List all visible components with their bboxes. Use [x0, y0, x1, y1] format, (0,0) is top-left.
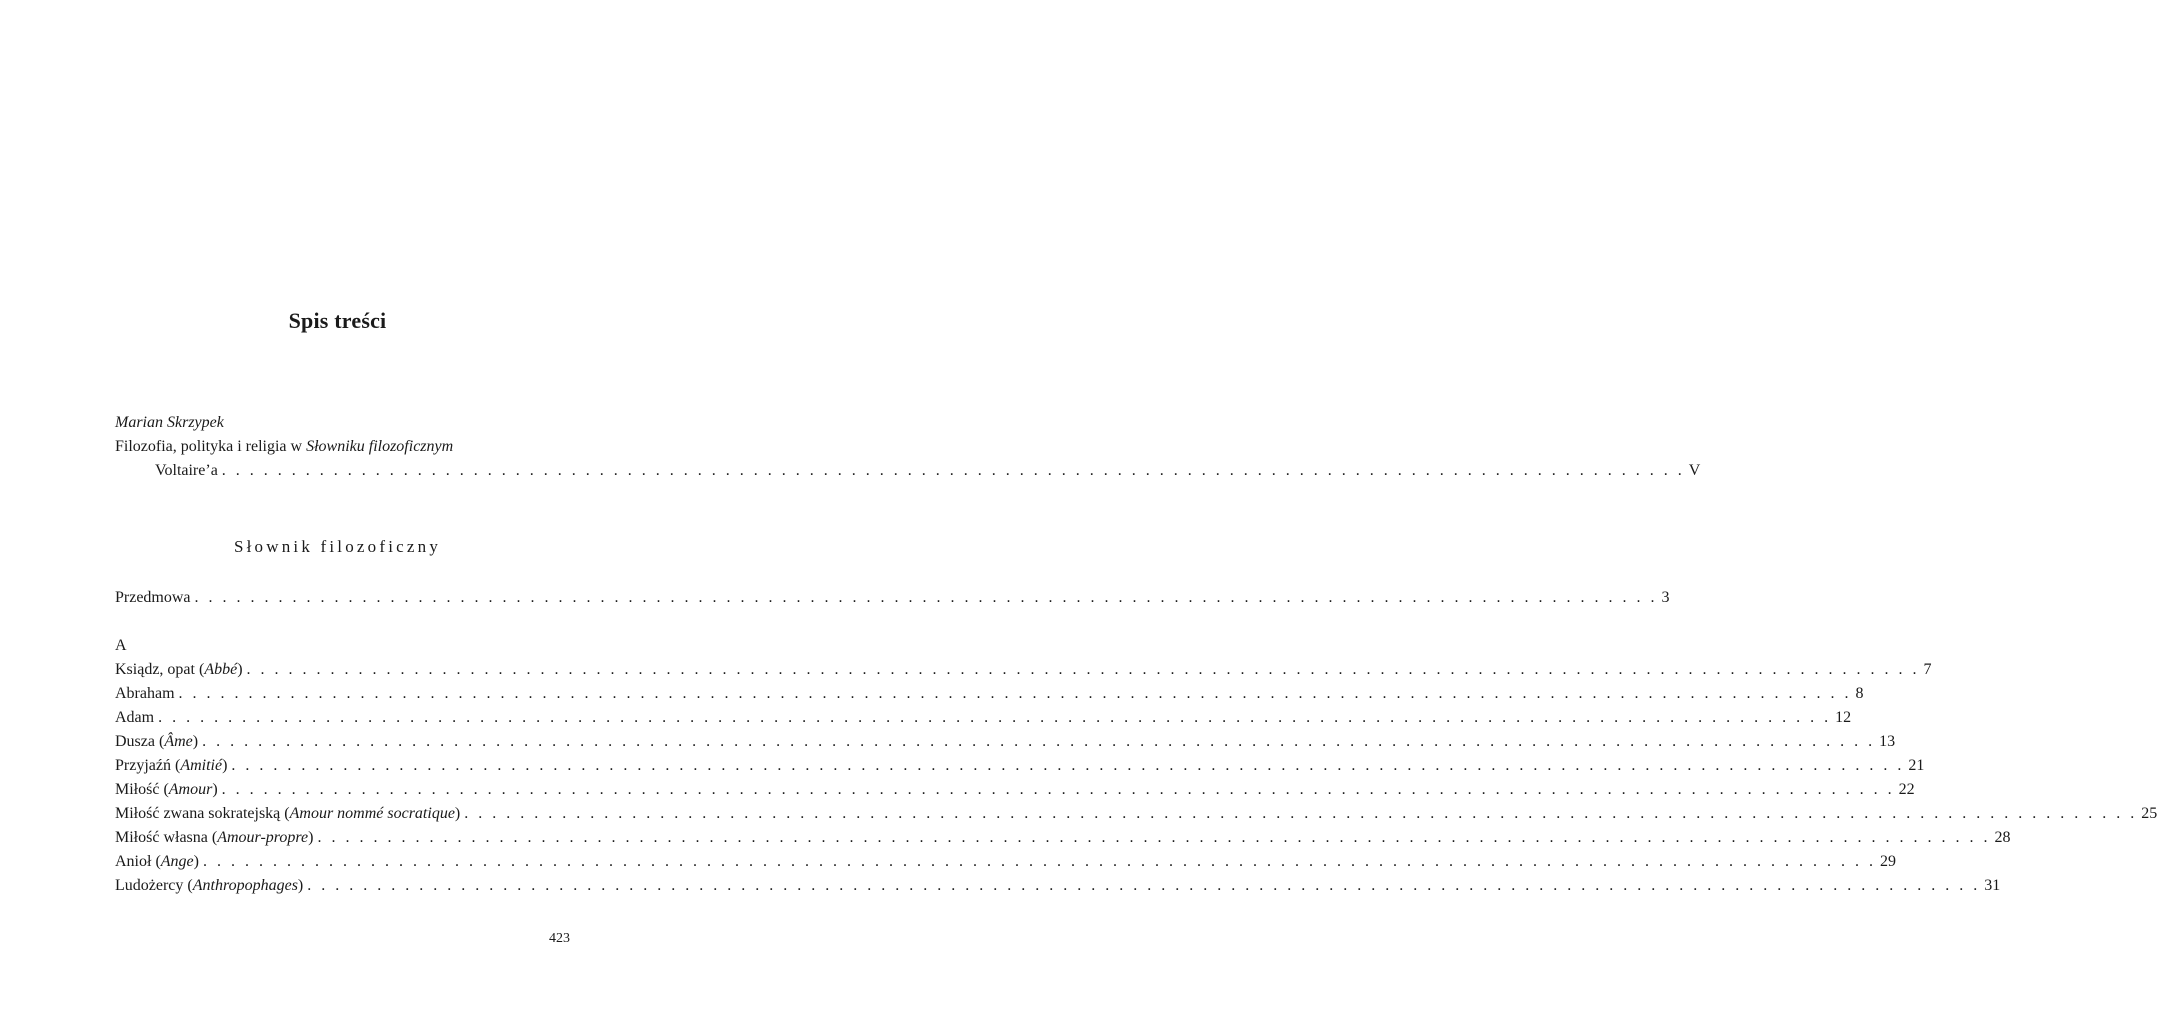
dot-leader: . . . . . . . . . . . . . . . . . . . . . . . . . . . . . . . . . . . . . . . . . . . . . . . . . . . . . . . . . . . . . . . . . . . . . . . . . . . . . . . . . . . . . . . . . . . . . . . . . . . . . . . . . . . . . . . . . . . . . . . .	[317, 829, 1991, 846]
page-number: 423	[549, 931, 570, 946]
dot-leader: . . . . . . . . . . . . . . . . . . . . . . . . . . . . . . . . . . . . . . . . . . . . . . . . . . . . . . . . . . . . . . . . . . . . . . . . . . . . . . . . . . . . . . . . . . . . . . . . . . . . . . . . . . . . . . . . . . . . . . . .	[231, 757, 1905, 774]
entry-page-number: 31	[1984, 877, 2001, 894]
entry-page-number: 7	[1923, 661, 1932, 678]
page-title: Spis treści	[288, 308, 387, 333]
entry-page-number: 21	[1908, 757, 1925, 774]
dot-leader: . . . . . . . . . . . . . . . . . . . . . . . . . . . . . . . . . . . . . . . . . . . . . . . . . . . . . . . . . . . . . . . . . . . . . . . . . . . . . . . . . . . . . . . . . . . . . . . . . . . . . . . . .	[194, 589, 1658, 606]
entry-title: Ludożercy	[115, 877, 184, 894]
entry-title: Miłość zwana sokratejską	[115, 805, 281, 822]
entry-page-number: 28	[1994, 829, 2011, 846]
dot-leader: . . . . . . . . . . . . . . . . . . . . . . . . . . . . . . . . . . . . . . . . . . . . . . . . . . . . . . . . . . . . . . . . . . . . . . . . . . . . . . . . . . . . . . . . . . . . . . . . . . . . . . . . . . . . . . . . . . . . . . . .	[307, 877, 1981, 894]
intro-page-number: V	[1688, 462, 1701, 479]
entry-original-title: Amour	[168, 781, 213, 798]
entry-title: Ksiądz, opat	[115, 661, 195, 678]
toc-entry[interactable]	[115, 706, 1852, 730]
intro-title-italic: Słowniku filozoficznym	[306, 438, 454, 455]
dot-leader: . . . . . . . . . . . . . . . . . . . . . . . . . . . . . . . . . . . . . . . . . . . . . . . . . . . . . . . . . . . . . . . . . . . . . . . . . . . . . . . . . . . . . . . . . . . . . . . . . . . . . . . . . . . . . . . . . . . . . . . .	[202, 733, 1876, 750]
entry-title: Adam	[115, 709, 155, 726]
dot-leader: . . . . . . . . . . . . . . . . . . . . . . . . . . . . . . . . . . . . . . . . . . . . . . . . . . . . . . . . . . . . . . . . . . . . . . . . . . . . . . . . . . . . . . . . . . . . . . . . . . . . . . . . .	[221, 462, 1685, 479]
entry-label: Ksiądz, opat (Abbé)	[115, 661, 243, 678]
entry-original-title: Amour nommé socratique	[289, 805, 455, 822]
entry-page-number: 29	[1879, 853, 1896, 870]
letter-a-block	[115, 634, 2157, 898]
toc-entry[interactable]	[115, 826, 2011, 850]
toc-entry[interactable]	[115, 754, 1925, 778]
dot-leader: . . . . . . . . . . . . . . . . . . . . . . . . . . . . . . . . . . . . . . . . . . . . . . . . . . . . . . . . . . . . . . . . . . . . . . . . . . . . . . . . . . . . . . . . . . . . . . . . . . . . . . . . . . . . . . . . . . . . . . . .	[202, 853, 1876, 870]
toc-entry[interactable]	[115, 682, 1864, 706]
toc-entry-preface[interactable]	[115, 586, 1670, 610]
entry-label: Miłość (Amour)	[115, 781, 218, 798]
dot-leader: . . . . . . . . . . . . . . . . . . . . . . . . . . . . . . . . . . . . . . . . . . . . . . . . . . . . . . . . . . . . . . . . . . . . . . . . . . . . . . . . . . . . . . . . . . . . . . . . . . . . . . . . . . . . . . . . . . . . . . . .	[221, 781, 1895, 798]
entry-label	[115, 682, 175, 706]
dot-leader: . . . . . . . . . . . . . . . . . . . . . . . . . . . . . . . . . . . . . . . . . . . . . . . . . . . . . . . . . . . . . . . . . . . . . . . . . . . . . . . . . . . . . . . . . . . . . . . . . . . . . . . . . . . . . . . . . . . . . . . .	[464, 805, 2138, 822]
preface-block	[115, 586, 1670, 610]
entry-title: Miłość własna	[115, 829, 208, 846]
entry-title: Anioł	[115, 853, 152, 870]
toc-entry[interactable]	[115, 874, 2001, 898]
toc-entry[interactable]	[115, 850, 1896, 874]
preface-page-number: 3	[1661, 589, 1670, 606]
entry-label	[115, 706, 154, 730]
introduction-entry	[115, 411, 1701, 483]
toc-entry[interactable]	[115, 802, 2157, 826]
entry-page-number: 25	[2141, 805, 2157, 822]
entry-title: Przyjaźń	[115, 757, 171, 774]
section-heading: Słownik filozoficzny	[233, 537, 442, 556]
entry-label: Dusza (Âme)	[115, 733, 199, 750]
intro-title-line	[115, 435, 570, 459]
toc-entry[interactable]	[115, 730, 1896, 754]
preface-label: Przedmowa	[115, 589, 191, 606]
entry-title: Dusza	[115, 733, 155, 750]
entry-page-number: 8	[1855, 685, 1864, 702]
entry-label: Miłość własna (Amour-propre)	[115, 829, 314, 846]
entry-original-title: Anthropophages	[192, 877, 298, 894]
author-name: Marian Skrzypek	[115, 414, 224, 431]
intro-title-continuation[interactable]	[115, 459, 1701, 483]
intro-title-text: Filozofia, polityka i religia w	[115, 438, 307, 455]
entries-list	[115, 658, 2157, 898]
entry-label: Miłość zwana sokratejską (Amour nommé socratique)	[115, 805, 461, 822]
dot-leader: . . . . . . . . . . . . . . . . . . . . . . . . . . . . . . . . . . . . . . . . . . . . . . . . . . . . . . . . . . . . . . . . . . . . . . . . . . . . . . . . . . . . . . . . . . . . . . . . . . . . . . . . . . . . . . . . . . . . . . . .	[158, 709, 1832, 726]
entry-label: Ludożercy (Anthropophages)	[115, 877, 304, 894]
toc-entry[interactable]	[115, 658, 1932, 682]
dot-leader: . . . . . . . . . . . . . . . . . . . . . . . . . . . . . . . . . . . . . . . . . . . . . . . . . . . . . . . . . . . . . . . . . . . . . . . . . . . . . . . . . . . . . . . . . . . . . . . . . . . . . . . . . . . . . . . . . . . . . . . .	[178, 685, 1852, 702]
entry-original-title: Amitié	[180, 757, 223, 774]
entry-label: Przyjaźń (Amitié)	[115, 757, 228, 774]
entry-title: Miłość	[115, 781, 160, 798]
entry-page-number: 22	[1898, 781, 1915, 798]
entry-page-number: 12	[1835, 709, 1852, 726]
entry-original-title: Âme	[164, 733, 193, 750]
entry-original-title: Abbé	[204, 661, 238, 678]
entry-page-number: 13	[1879, 733, 1896, 750]
letter-heading: A	[115, 637, 127, 654]
intro-title-end: Voltaire’a	[155, 462, 218, 479]
entry-original-title: Ange	[160, 853, 194, 870]
toc-entry[interactable]	[115, 778, 1915, 802]
entry-title: Abraham	[115, 685, 175, 702]
entry-original-title: Amour-propre	[217, 829, 309, 846]
dot-leader: . . . . . . . . . . . . . . . . . . . . . . . . . . . . . . . . . . . . . . . . . . . . . . . . . . . . . . . . . . . . . . . . . . . . . . . . . . . . . . . . . . . . . . . . . . . . . . . . . . . . . . . . . . . . . . . . . . . . . . . .	[246, 661, 1920, 678]
entry-label: Anioł (Ange)	[115, 853, 199, 870]
